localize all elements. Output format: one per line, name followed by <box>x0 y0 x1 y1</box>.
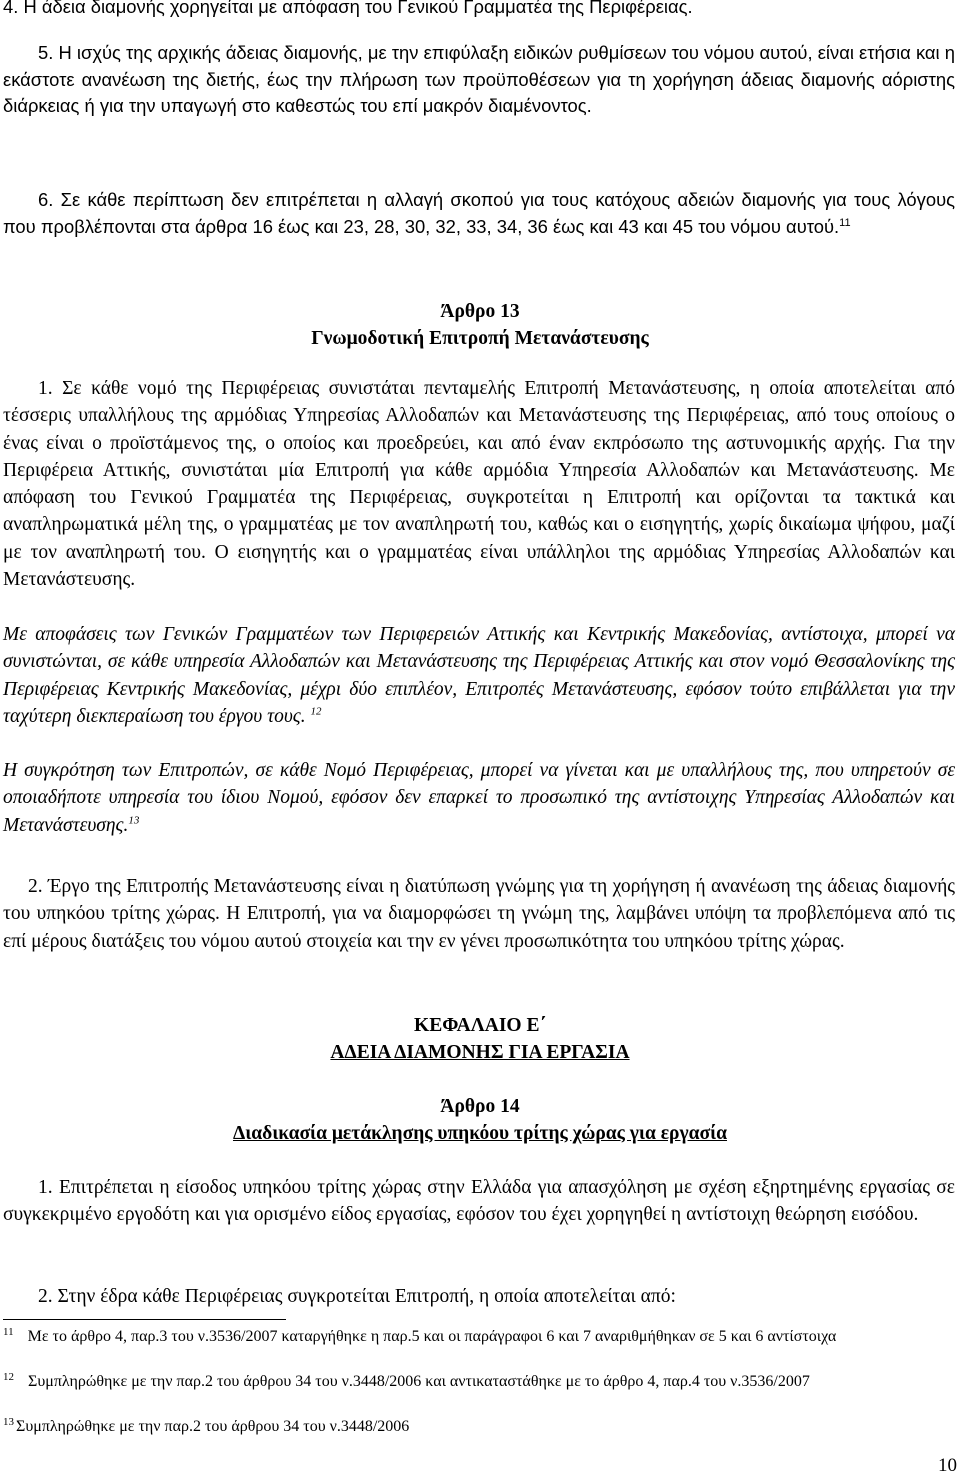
article-13-title: Γνωμοδοτική Επιτροπή Μετανάστευσης <box>311 328 649 349</box>
footnote-number: 12 <box>3 1370 14 1383</box>
chapter-label: ΚΕΦΑΛΑΙΟ Ε΄ <box>414 1015 546 1036</box>
page-number: 10 <box>938 1455 957 1476</box>
paragraph-6-text: 6. Σε κάθε περίπτωση δεν επιτρέπεται η αλλαγή σκοπού για τους κατόχους αδειών διαμονής για τους λόγους που προβλέπονται στα άρθρα 16 έως και 23, 28, 30, 32, 33, 34, 36 έως και 43 και 45 του νόμου αυτού. <box>3 189 955 237</box>
chapter-title: ΑΔΕΙΑ ΔΙΑΜΟΝΗΣ ΓΙΑ ΕΡΓΑΣΙΑ <box>330 1042 630 1063</box>
footnote-ref-12: 12 <box>310 705 322 718</box>
paragraph-5: 5. Η ισχύς της αρχικής άδειας διαμονής, με την επιφύλαξη ειδικών ρυθμίσεων του νόμου αυτού, είναι ετήσια και η εκάστοτε ανανέωση της διετής, έως την πλήρωση των προϋποθέσεων για τη χορήγηση άδειας διαμονής αόριστης διάρκειας ή για την υπαγωγή στο καθεστώς του επί μακρόν διαμένοντος. <box>3 42 955 116</box>
footnote-number: 13 <box>3 1415 14 1428</box>
footnote-ref-13: 13 <box>128 814 140 827</box>
footnote-ref-11: 11 <box>839 216 851 229</box>
footnote-divider <box>3 1319 286 1320</box>
paragraph-4: 4. Η άδεια διαμονής χορηγείται με απόφαση του Γενικού Γραμματέα της Περιφέρειας. <box>3 0 693 17</box>
footnote-text: Με το άρθρο 4, παρ.3 του ν.3536/2007 καταργήθηκε η παρ.5 και οι παράγραφοι 6 και 7 αναριθμήθηκαν σε 5 και 6 αντίστοιχα <box>27 1328 837 1345</box>
article-13-paragraph-1: 1. Σε κάθε νομό της Περιφέρειας συνιστάται πενταμελής Επιτροπή Μετανάστευσης, η οποία αποτελείται από τέσσερις υπαλλήλους της αρμόδιας Υπηρεσίας Αλλοδαπών και Μετανάστευσης της Περιφέρειας, από τους οποίους ο ένας είναι ο προϊστάμενος της, ο οποίος και προεδρεύει, και από έναν εκπρόσωπο της αστυνομικής αρχής. Για την Περιφέρεια Αττικής, συνιστάται μία Επιτροπή για κάθε αρμόδια Υπηρεσία Αλλοδαπών και Μετανάστευσης. Με απόφαση του Γενικού Γραμματέα της Περιφέρειας, συγκροτείται η Επιτροπή και ορίζονται τα τακτικά και αναπληρωματικά μέλη της, ο γραμματέας με τον αναπληρωτή του, καθώς και ο εισηγητής, χωρίς δικαίωμα ψήφου, μαζί με τον αναπληρωτή του. Ο εισηγητής και ο γραμματέας είναι υπάλληλοι της αρμόδιας Υπηρεσίας Αλλοδαπών και Μετανάστευσης. <box>3 378 955 591</box>
footnote-text: Συμπληρώθηκε με την παρ.2 του άρθρου 34 του ν.3448/2006 <box>16 1418 410 1435</box>
article-13-italic-paragraph-1 <box>3 621 955 730</box>
article-14-title: Διαδικασία μετάκλησης υπηκόου τρίτης χώρας για εργασία <box>232 1123 728 1144</box>
article-14-number: Άρθρο 14 <box>440 1096 520 1117</box>
italic-paragraph-1-text: Με αποφάσεις των Γενικών Γραμματέων των Περιφερειών Αττικής και Κεντρικής Μακεδονίας, αντίστοιχα, μπορεί να συνιστώνται, σε κάθε υπηρεσία Αλλοδαπών και Μετανάστευσης της Περιφέρειας Αττικής και στον νομό Θεσσαλονίκης της Περιφέρειας Κεντρικής Μακεδονίας, μέχρι δύο επιπλέον, Επιτροπές Μετανάστευσης, εφόσον τούτο επιβάλλεται για την ταχύτερη διεκπεραίωση του έργου τους. <box>3 624 955 727</box>
article-13-number: Άρθρο 13 <box>440 301 520 322</box>
italic-paragraph-2-text: Η συγκρότηση των Επιτροπών, σε κάθε Νομό Περιφέρειας, μπορεί να γίνεται και με υπαλλήλους της, που υπηρετούν σε οποιαδήποτε υπηρεσία του ίδιου Νομού, εφόσον δεν επαρκεί το προσωπικό της αντίστοιχης Υπηρεσίας Αλλοδαπών και Μετανάστευσης. <box>3 760 955 836</box>
article-13-paragraph-2: 2. Έργο της Επιτροπής Μετανάστευσης είναι η διατύπωση γνώμης για τη χορήγηση ή ανανέωση της άδειας διαμονής του υπηκόου τρίτης χώρας. Η Επιτροπή, για να διαμορφώσει τη γνώμη της, λαμβάνει υπόψη τα προβλεπόμενα από τις επί μέρους διατάξεις του νόμου αυτού στοιχεία και την εν γένει προσωπικότητα του υπηκόου τρίτης χώρας. <box>3 876 955 952</box>
paragraph-6 <box>3 187 955 240</box>
footnote-text: Συμπληρώθηκε με την παρ.2 του άρθρου 34 του ν.3448/2006 και αντικαταστάθηκε με το άρθρο 4, παρ.4 του ν.3536/2007 <box>28 1373 810 1390</box>
footnote-number: 11 <box>3 1325 14 1338</box>
article-14-paragraph-1: 1. Επιτρέπεται η είσοδος υπηκόου τρίτης χώρας στην Ελλάδα για απασχόληση με σχέση εξηρτημένης εργασίας σε συγκεκριμένο εργοδότη και για ορισμένο είδος εργασίας, εφόσον του έχει χορηγηθεί η αντίστοιχη θεώρηση εισόδου. <box>3 1177 955 1226</box>
article-14-paragraph-2: 2. Στην έδρα κάθε Περιφέρειας συγκροτείται Επιτροπή, η οποία αποτελείται από: <box>38 1286 676 1307</box>
footnote-11 <box>3 1326 955 1348</box>
footnote-12 <box>3 1371 955 1393</box>
article-13-italic-paragraph-2 <box>3 757 955 839</box>
footnote-13 <box>3 1416 955 1438</box>
